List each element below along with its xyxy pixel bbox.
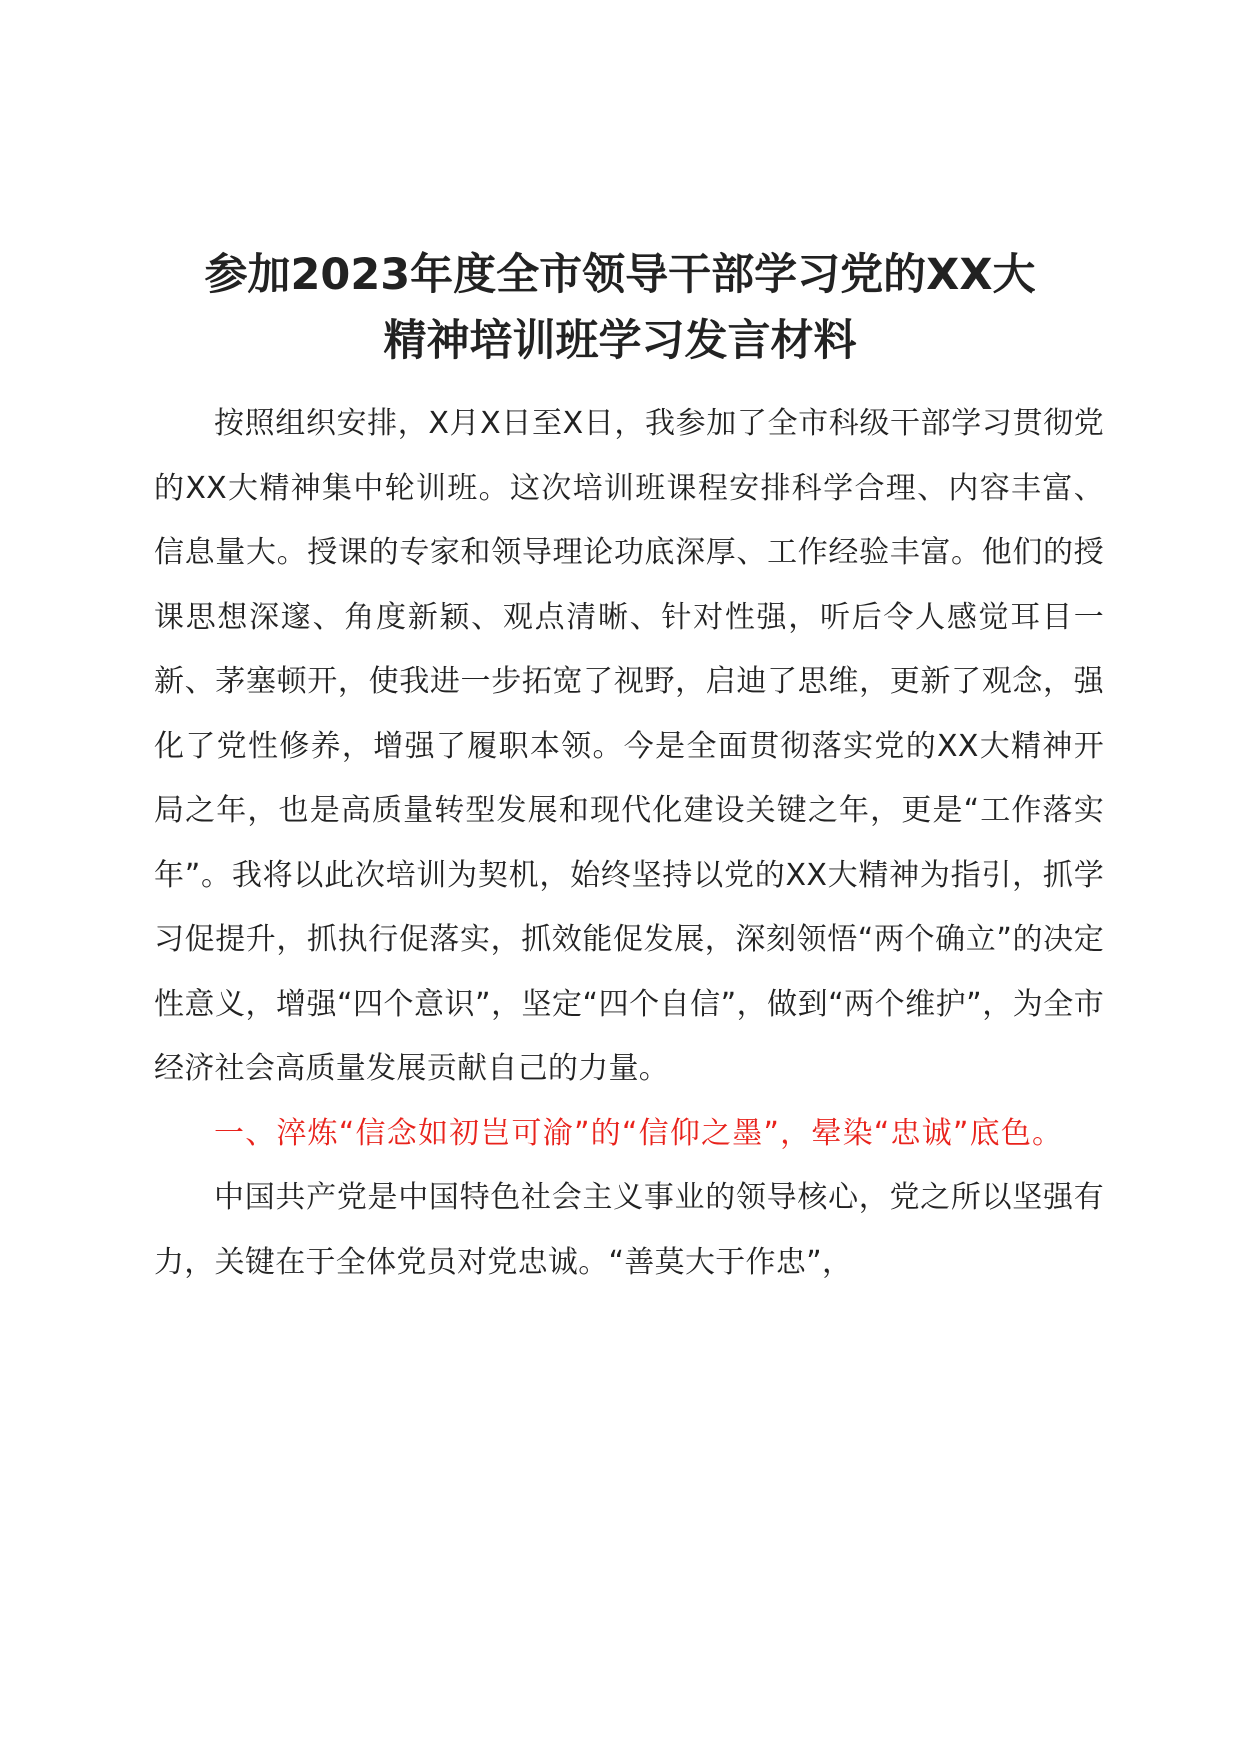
section-1-paragraph: 中国共产党是中国特色社会主义事业的领导核心，党之所以坚强有力，关键在于全体党员对党忠诚。“善莫大于作忠”，: [154, 1180, 1104, 1280]
title-line-2: 精神培训班学习发言材料: [383, 316, 857, 366]
intro-paragraph: 按照组织安排，X月X日至X日，我参加了全市科级干部学习贯彻党的XX大精神集中轮训班。这次培训班课程安排科学合理、内容丰富、信息量大。授课的专家和领导理论功底深厚、工作经验丰富。他们的授课思想深邃、角度新颖、观点清晰、针对性强，听后令人感觉耳目一新、茅塞顿开，使我进一步拓宽了视野，启迪了思维，更新了观念，强化了党性修养，增强了履职本领。今是全面贯彻落实党的XX大精神开局之年，也是高质量转型发展和现代化建设关键之年，更是“工作落实年”。我将以此次培训为契机，始终坚持以党的XX大精神为指引，抓学习促提升，抓执行促落实，抓效能促发展，深刻领悟“两个确立”的决定性意义，增强“四个意识”，坚定“四个自信”，做到“两个维护”，为全市经济社会高质量发展贡献自己的力量。: [154, 406, 1104, 1086]
document-body: [154, 392, 1104, 1295]
document-title: [150, 242, 1090, 374]
title-line-1: 参加2023年度全市领导干部学习党的XX大: [204, 250, 1036, 300]
section-heading-1: 一、淬炼“信念如初岂可渝”的“信仰之墨”，晕染“忠诚”底色。: [214, 1115, 1064, 1151]
